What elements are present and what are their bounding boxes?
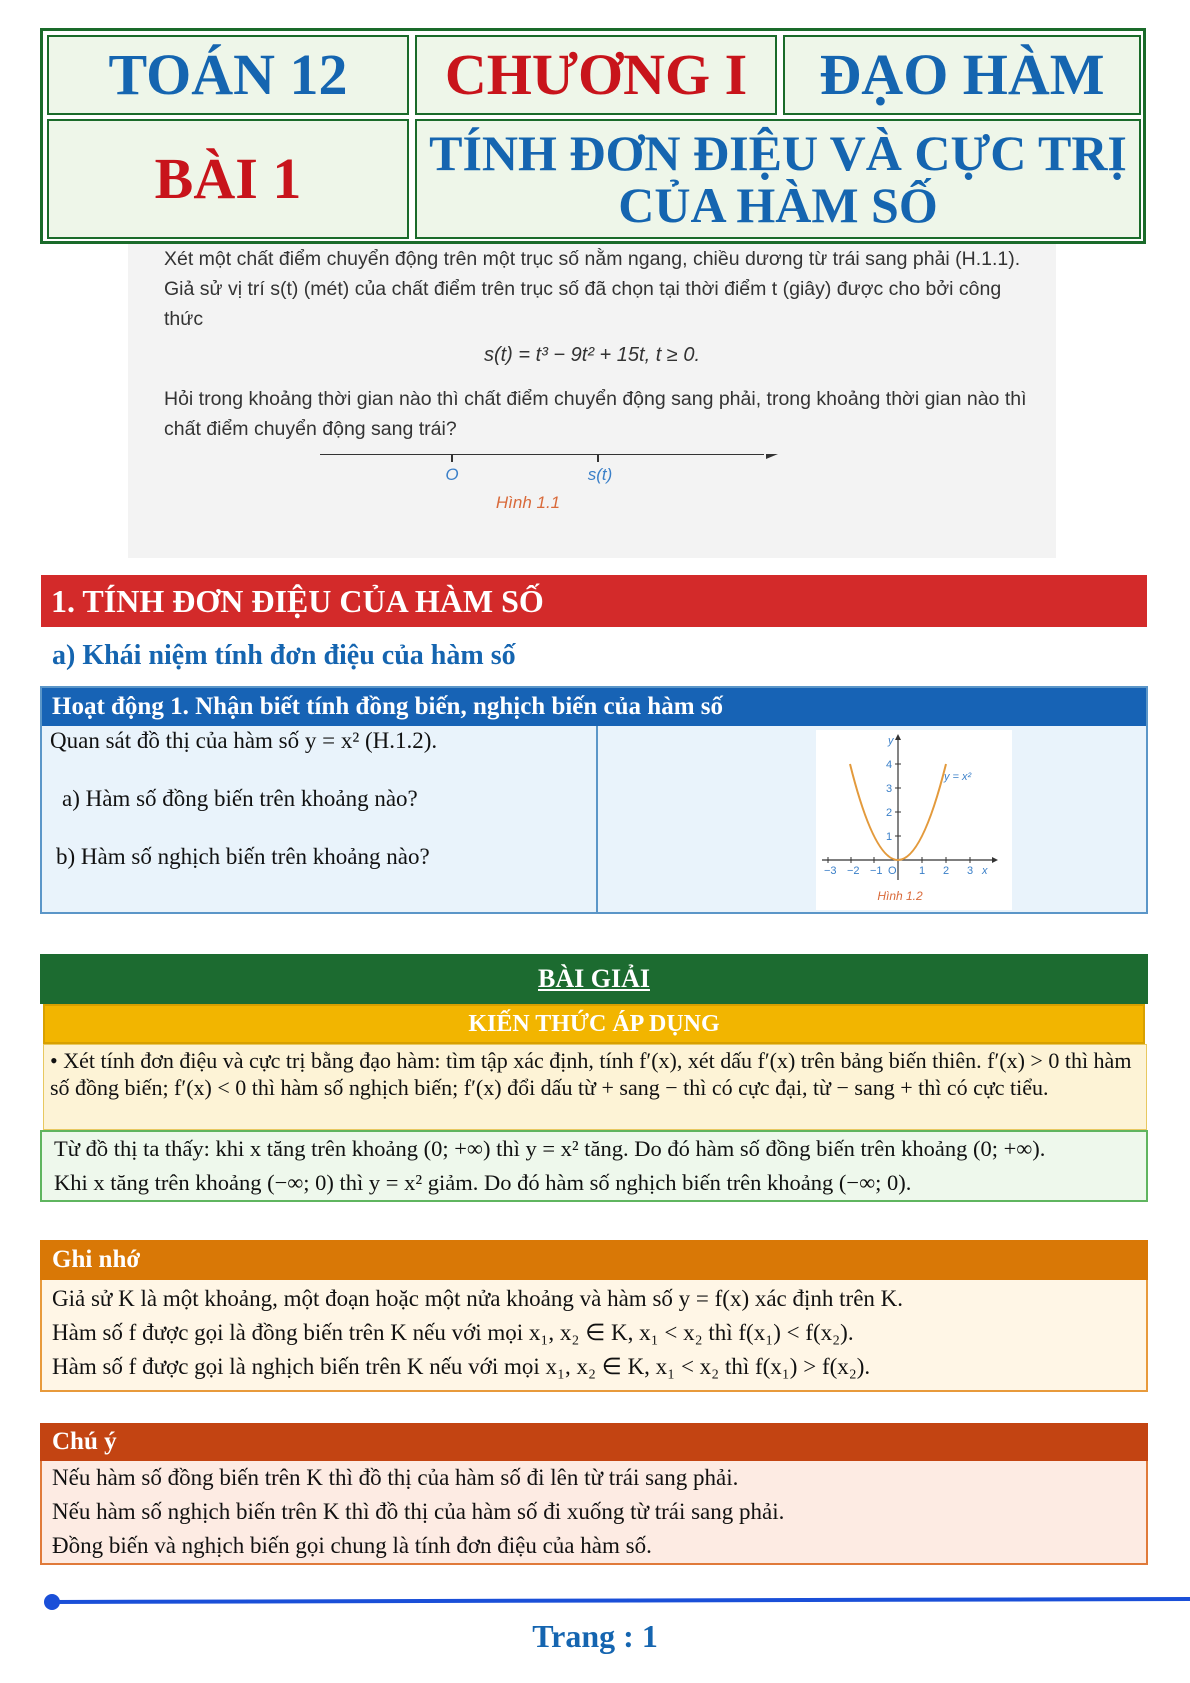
y-tick-label: 2 <box>886 807 893 819</box>
knowledge-title: KIẾN THỨC ÁP DỤNG <box>43 1004 1145 1044</box>
question-a: a) Hàm số đồng biến trên khoảng nào? <box>62 786 418 811</box>
parabola-graph <box>816 730 1012 910</box>
problem-panel <box>128 244 1056 558</box>
y-axis-label: y <box>888 735 894 747</box>
footer-line <box>44 1594 1190 1614</box>
page-number: Trang : 1 <box>532 1618 658 1654</box>
figure-caption: Hình 1.2 <box>877 889 923 903</box>
remember-line: Giả sử K là một khoảng, một đoạn hoặc một nửa khoảng và hàm số y = f(x) xác định trên K. <box>52 1286 904 1311</box>
x-tick-label: −1 <box>870 865 883 877</box>
section-title: 1. TÍNH ĐƠN ĐIỆU CỦA HÀM SỐ <box>41 575 1147 627</box>
chapter-title: CHƯƠNG I <box>415 35 777 115</box>
x-axis-label: x <box>982 865 988 877</box>
figure-caption: Hình 1.1 <box>495 493 561 512</box>
activity-observe: Quan sát đồ thị của hàm số y = x² (H.1.2). <box>50 728 438 753</box>
x-tick-label: 2 <box>943 865 950 877</box>
y-arrow-icon <box>895 734 901 740</box>
chapter-name: ĐẠO HÀM <box>783 35 1141 115</box>
subsection-title: a) Khái niệm tính đơn điệu của hàm số <box>52 640 516 671</box>
x-tick-label: 3 <box>967 865 974 877</box>
solution-title <box>40 954 1148 1004</box>
activity-figure-cell <box>598 726 1146 912</box>
note-box <box>40 1423 1148 1565</box>
note-line: Đồng biến và nghịch biến gọi chung là tính đơn điệu của hàm số. <box>52 1533 652 1558</box>
lesson-title: TÍNH ĐƠN ĐIỆU VÀ CỰC TRỊ CỦA HÀM SỐ <box>415 119 1141 239</box>
activity-title: Hoạt động 1. Nhận biết tính đồng biến, nghịch biến của hàm số <box>42 688 1146 726</box>
solution-body <box>40 1130 1148 1202</box>
x-arrow-icon <box>992 857 998 863</box>
remember-box <box>40 1240 1148 1392</box>
problem-intro: Xét một chất điểm chuyển động trên một trục số nằm ngang, chiều dương từ trái sang phải (H.1.1). Giả sử vị trí s(t) (mét) của chất điểm trên trục số đã chọn tại thời điểm t (giây) được cho bởi công thức <box>164 248 1021 330</box>
x-tick-label: −3 <box>824 865 837 877</box>
lesson-number: BÀI 1 <box>47 119 409 239</box>
solution-line-1: Từ đồ thị ta thấy: khi x tăng trên khoảng (0; +∞) thì y = x² tăng. Do đó hàm số đồng biến trên khoảng (0; +∞). <box>54 1136 1046 1161</box>
solution-line-2: Khi x tăng trên khoảng (−∞; 0) thì y = x² giảm. Do đó hàm số nghịch biến trên khoảng (−∞; 0). <box>54 1170 912 1195</box>
problem-question: Hỏi trong khoảng thời gian nào thì chất điểm chuyển động sang phải, trong khoảng thời gian nào thì chất điểm chuyển động sang trái? <box>164 388 1027 440</box>
x-tick-label: 1 <box>919 865 926 877</box>
curve-label: y = x² <box>944 771 972 783</box>
note-line: Nếu hàm số nghịch biến trên K thì đồ thị của hàm số đi xuống từ trái sang phải. <box>52 1499 785 1524</box>
point-label: s(t) <box>587 465 613 484</box>
activity-box <box>40 686 1148 914</box>
number-line-figure <box>128 454 1056 558</box>
note-title: Chú ý <box>40 1423 1148 1461</box>
y-tick-label: 4 <box>886 759 893 771</box>
knowledge-text: • Xét tính đơn điệu và cực trị bằng đạo hàm: tìm tập xác định, tính f′(x), xét dấu f′(x) trên bảng biến thiên. f′(x) > 0 thì hàm số đồng biến; f′(x) < 0 thì hàm số nghịch biến; f′(x) đổi dấu từ + sang − thì có cực đại, từ − sang + thì có cực tiểu. <box>43 1044 1147 1130</box>
subject-title: TOÁN 12 <box>47 35 409 115</box>
remember-line: Hàm số f được gọi là đồng biến trên K nếu với mọi x₁, x₂ ∈ K, x₁ < x₂ thì f(x₁) < f(x₂). <box>52 1320 854 1345</box>
solution-title-text: BÀI GIẢI <box>538 964 650 993</box>
activity-questions <box>42 726 598 912</box>
question-b: b) Hàm số nghịch biến trên khoảng nào? <box>56 844 430 869</box>
note-line: Nếu hàm số đồng biến trên K thì đồ thị của hàm số đi lên từ trái sang phải. <box>52 1465 739 1490</box>
remember-title: Ghi nhớ <box>40 1240 1148 1280</box>
origin-label: O <box>888 865 897 877</box>
lesson-header <box>40 28 1146 244</box>
y-tick-label: 3 <box>886 783 893 795</box>
footer-rule <box>52 1599 1190 1602</box>
y-tick-label: 1 <box>886 831 893 843</box>
arrow-head-icon <box>766 454 778 459</box>
parabola-figure <box>816 730 1012 910</box>
origin-label: O <box>445 465 459 484</box>
problem-formula: s(t) = t³ − 9t² + 15t, t ≥ 0. <box>483 344 701 366</box>
remember-line: Hàm số f được gọi là nghịch biến trên K nếu với mọi x₁, x₂ ∈ K, x₁ < x₂ thì f(x₁) > f(x₂). <box>52 1354 871 1379</box>
x-tick-label: −2 <box>847 865 860 877</box>
